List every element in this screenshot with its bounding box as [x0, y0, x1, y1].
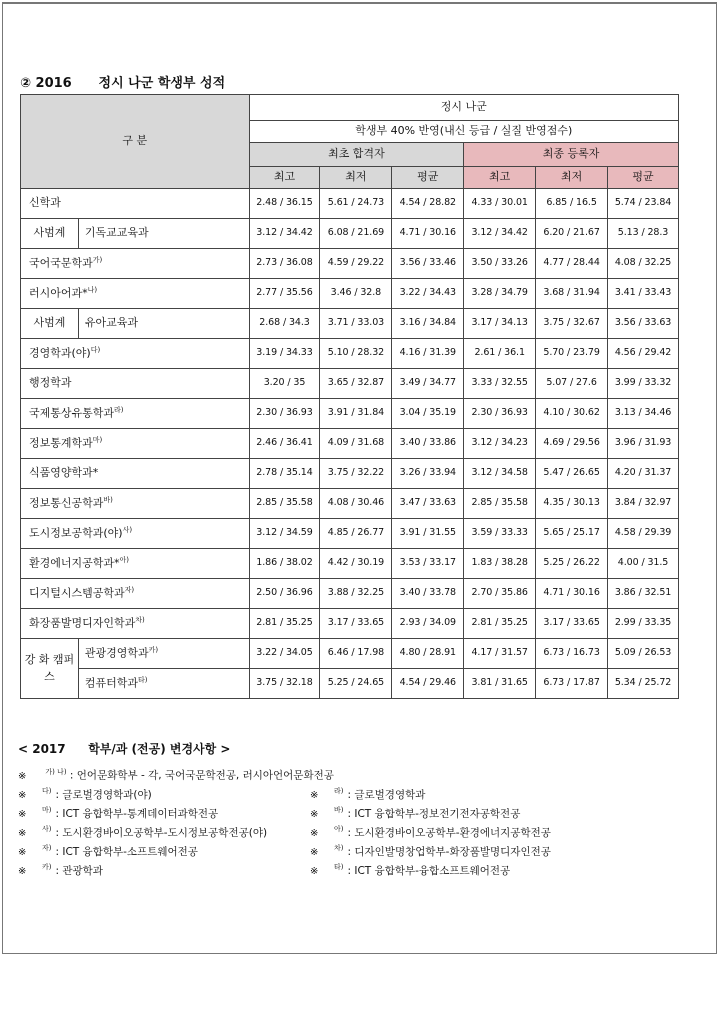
notes-grid [18, 782, 708, 877]
score-cell: 2.50 / 36.96 [249, 579, 320, 609]
note-text: : 글로벌경영학과 [347, 788, 426, 801]
note-text: : ICT 융합학부-정보전기전자공학전공 [347, 807, 521, 820]
score-cell: 3.91 / 31.55 [392, 519, 464, 549]
score-cell: 3.50 / 33.26 [464, 249, 536, 279]
score-cell: 4.08 / 30.46 [320, 489, 392, 519]
score-cell: 3.28 / 34.79 [464, 279, 536, 309]
score-cell: 4.59 / 29.22 [320, 249, 392, 279]
note-ref: 아) [334, 825, 344, 833]
note-ref: 마) [42, 806, 52, 814]
score-cell: 3.75 / 32.18 [249, 669, 320, 699]
score-cell: 1.83 / 38.28 [464, 549, 536, 579]
score-cell: 4.54 / 28.82 [392, 189, 464, 219]
dept-name: 화장품발명디자인학과$^{차)}$ [21, 609, 250, 639]
note-ref: 바) [334, 806, 344, 814]
score-cell: 4.16 / 31.39 [392, 339, 464, 369]
dept-name: 정보통신공학과$^{바)}$ [21, 489, 250, 519]
note-item [18, 801, 310, 820]
changes-section [18, 740, 708, 877]
score-basis-header: 학생부 40% 반영(내신 등급 / 실질 반영점수) [249, 121, 678, 143]
score-cell: 2.73 / 36.08 [249, 249, 320, 279]
score-cell: 5.25 / 24.65 [320, 669, 392, 699]
dept-name: 신학과 [21, 189, 250, 219]
col-first-max: 최고 [249, 167, 320, 189]
score-cell: 4.69 / 29.56 [536, 429, 608, 459]
note-mark: ※ [310, 789, 319, 801]
score-cell: 3.65 / 32.87 [320, 369, 392, 399]
score-cell: 3.86 / 32.51 [608, 579, 679, 609]
dept-name: 국제통상유통학과$^{라)}$ [21, 399, 250, 429]
score-cell: 4.71 / 30.16 [392, 219, 464, 249]
category-header: 구 분 [21, 95, 250, 189]
col-first-avg: 평균 [392, 167, 464, 189]
score-cell: 3.22 / 34.05 [249, 639, 320, 669]
note-mark: ※ [18, 865, 27, 877]
table-row [21, 189, 679, 219]
score-cell: 2.77 / 35.56 [249, 279, 320, 309]
note-mark: ※ [310, 808, 319, 820]
score-cell: 4.17 / 31.57 [464, 639, 536, 669]
score-cell: 3.75 / 32.22 [320, 459, 392, 489]
score-cell: 3.53 / 33.17 [392, 549, 464, 579]
score-cell: 2.81 / 35.25 [464, 609, 536, 639]
note-ref: 타) [334, 863, 344, 871]
score-cell: 5.10 / 28.32 [320, 339, 392, 369]
score-cell: 3.59 / 33.33 [464, 519, 536, 549]
score-cell: 3.17 / 33.65 [320, 609, 392, 639]
note-item [18, 858, 310, 877]
score-cell: 3.12 / 34.42 [249, 219, 320, 249]
table-row [21, 639, 679, 669]
dept-group: 사범계 [21, 219, 79, 249]
col-final-avg: 평균 [608, 167, 679, 189]
score-cell: 3.17 / 34.13 [464, 309, 536, 339]
score-cell: 3.40 / 33.86 [392, 429, 464, 459]
col-first-min: 최저 [320, 167, 392, 189]
campus-group: 강 화 캠퍼스 [21, 639, 79, 699]
table-row [21, 249, 679, 279]
note-item [310, 858, 690, 877]
score-cell: 3.46 / 32.8 [320, 279, 392, 309]
note-ref: 다) [42, 787, 52, 795]
score-cell: 4.00 / 31.5 [608, 549, 679, 579]
section-title: 정시 나군 학생부 성적 [98, 76, 226, 91]
score-cell: 2.85 / 35.58 [464, 489, 536, 519]
note-item [310, 782, 690, 801]
note-text: : 관광학과 [55, 864, 103, 877]
note-mark: ※ [18, 827, 27, 839]
col-final-min: 최저 [536, 167, 608, 189]
dept-name: 유아교육과 [78, 309, 249, 339]
table-row [21, 459, 679, 489]
dept-name: 행정학과 [21, 369, 250, 399]
section-number: ② 2016 [20, 76, 72, 91]
note-ref: 라) [334, 787, 344, 795]
table-row [21, 609, 679, 639]
table-row [21, 309, 679, 339]
grades-body [21, 189, 679, 699]
score-cell: 5.47 / 26.65 [536, 459, 608, 489]
score-cell: 2.81 / 35.25 [249, 609, 320, 639]
score-cell: 3.22 / 34.43 [392, 279, 464, 309]
dept-name: 관광경영학과$^{카)}$ [78, 639, 249, 669]
score-cell: 2.30 / 36.93 [249, 399, 320, 429]
score-cell: 3.56 / 33.63 [608, 309, 679, 339]
score-cell: 5.09 / 26.53 [608, 639, 679, 669]
note-text: : ICT 융합학부-통계데이터과학전공 [55, 807, 219, 820]
score-cell: 4.33 / 30.01 [464, 189, 536, 219]
score-cell: 3.17 / 33.65 [536, 609, 608, 639]
score-cell: 6.46 / 17.98 [320, 639, 392, 669]
note-item [18, 839, 310, 858]
section-heading [20, 72, 225, 91]
changes-year: < 2017 [18, 742, 66, 756]
note-ref: 사) [42, 825, 52, 833]
score-cell: 4.09 / 31.68 [320, 429, 392, 459]
score-cell: 2.61 / 36.1 [464, 339, 536, 369]
score-cell: 4.80 / 28.91 [392, 639, 464, 669]
score-cell: 2.85 / 35.58 [249, 489, 320, 519]
note-mark: ※ [18, 789, 27, 801]
note-item [310, 820, 690, 839]
score-cell: 5.70 / 23.79 [536, 339, 608, 369]
note-text: : 언어문화학부 - 각, 국어국문학전공, 러시아언어문화전공 [69, 769, 334, 782]
score-cell: 4.08 / 32.25 [608, 249, 679, 279]
score-cell: 3.40 / 33.78 [392, 579, 464, 609]
score-cell: 1.86 / 38.02 [249, 549, 320, 579]
score-cell: 5.13 / 28.3 [608, 219, 679, 249]
dept-name: 도시정보공학과(야)$^{사)}$ [21, 519, 250, 549]
score-cell: 3.88 / 32.25 [320, 579, 392, 609]
final-registrant-header: 최종 등록자 [464, 143, 679, 167]
score-cell: 2.30 / 36.93 [464, 399, 536, 429]
score-cell: 4.20 / 31.37 [608, 459, 679, 489]
note-mark: ※ [310, 846, 319, 858]
score-cell: 2.93 / 34.09 [392, 609, 464, 639]
grades-table [20, 94, 679, 699]
score-cell: 5.61 / 24.73 [320, 189, 392, 219]
score-cell: 6.85 / 16.5 [536, 189, 608, 219]
table-row [21, 399, 679, 429]
score-cell: 4.10 / 30.62 [536, 399, 608, 429]
note-text: : 도시환경바이오공학부-환경에너지공학전공 [347, 826, 551, 839]
note-mark: ※ [310, 827, 319, 839]
score-cell: 3.12 / 34.23 [464, 429, 536, 459]
table-row [21, 339, 679, 369]
score-cell: 3.96 / 31.93 [608, 429, 679, 459]
score-cell: 3.99 / 33.32 [608, 369, 679, 399]
score-cell: 2.70 / 35.86 [464, 579, 536, 609]
score-cell: 2.46 / 36.41 [249, 429, 320, 459]
note-text: : 글로벌경영학과(야) [55, 788, 152, 801]
score-cell: 3.84 / 32.97 [608, 489, 679, 519]
dept-name: 국어국문학과$^{가)}$ [21, 249, 250, 279]
score-cell: 5.74 / 23.84 [608, 189, 679, 219]
score-cell: 3.13 / 34.46 [608, 399, 679, 429]
score-cell: 3.41 / 33.43 [608, 279, 679, 309]
score-cell: 6.73 / 17.87 [536, 669, 608, 699]
dept-name: 러시아어과*$^{나)}$ [21, 279, 250, 309]
score-cell: 3.04 / 35.19 [392, 399, 464, 429]
score-cell: 5.34 / 25.72 [608, 669, 679, 699]
score-cell: 2.48 / 36.15 [249, 189, 320, 219]
score-cell: 2.99 / 33.35 [608, 609, 679, 639]
note-mark: ※ [310, 865, 319, 877]
note-text: : ICT 융합학부-소프트웨어전공 [55, 845, 198, 858]
dept-name: 환경에너지공학과*$^{아)}$ [21, 549, 250, 579]
score-cell: 4.77 / 28.44 [536, 249, 608, 279]
score-cell: 6.20 / 21.67 [536, 219, 608, 249]
score-cell: 3.26 / 33.94 [392, 459, 464, 489]
score-cell: 4.42 / 30.19 [320, 549, 392, 579]
score-cell: 3.81 / 31.65 [464, 669, 536, 699]
note-ref: 가) 나) [45, 768, 67, 776]
note-mark: ※ [18, 808, 27, 820]
score-cell: 4.35 / 30.13 [536, 489, 608, 519]
score-cell: 4.58 / 29.39 [608, 519, 679, 549]
note-text: : 도시환경바이오공학부-도시정보공학전공(야) [55, 826, 268, 839]
col-final-max: 최고 [464, 167, 536, 189]
note-mark: ※ [18, 846, 27, 858]
score-cell: 6.73 / 16.73 [536, 639, 608, 669]
dept-group: 사범계 [21, 309, 79, 339]
score-cell: 3.12 / 34.58 [464, 459, 536, 489]
note-item [18, 763, 708, 782]
score-cell: 4.54 / 29.46 [392, 669, 464, 699]
group-header: 정시 나군 [249, 95, 678, 121]
score-cell: 3.12 / 34.59 [249, 519, 320, 549]
dept-name: 식품영양학과* [21, 459, 250, 489]
note-ref: 카) [42, 863, 52, 871]
note-ref: 자) [42, 844, 52, 852]
table-row [21, 579, 679, 609]
note-mark: ※ [18, 770, 27, 782]
dept-name: 기독교교육과 [78, 219, 249, 249]
score-cell: 3.75 / 32.67 [536, 309, 608, 339]
changes-title [18, 740, 708, 757]
score-cell: 3.33 / 32.55 [464, 369, 536, 399]
table-row [21, 549, 679, 579]
score-cell: 3.12 / 34.42 [464, 219, 536, 249]
score-cell: 3.47 / 33.63 [392, 489, 464, 519]
score-cell: 4.85 / 26.77 [320, 519, 392, 549]
score-cell: 3.20 / 35 [249, 369, 320, 399]
score-cell: 4.56 / 29.42 [608, 339, 679, 369]
changes-heading: 학부/과 (전공) 변경사항 > [88, 742, 231, 756]
score-cell: 3.16 / 34.84 [392, 309, 464, 339]
score-cell: 5.25 / 26.22 [536, 549, 608, 579]
score-cell: 2.78 / 35.14 [249, 459, 320, 489]
score-cell: 6.08 / 21.69 [320, 219, 392, 249]
score-cell: 3.56 / 33.46 [392, 249, 464, 279]
note-ref: 차) [334, 844, 344, 852]
score-cell: 3.19 / 34.33 [249, 339, 320, 369]
table-row [21, 219, 679, 249]
first-pass-header: 최초 합격자 [249, 143, 464, 167]
score-cell: 3.68 / 31.94 [536, 279, 608, 309]
score-cell: 3.91 / 31.84 [320, 399, 392, 429]
dept-name: 디지털시스템공학과$^{자)}$ [21, 579, 250, 609]
note-text: : 디자인발명창업학부-화장품발명디자인전공 [347, 845, 551, 858]
note-text: : ICT 융합학부-융합소프트웨어전공 [347, 864, 511, 877]
score-cell: 5.65 / 25.17 [536, 519, 608, 549]
table-row [21, 369, 679, 399]
table-row [21, 489, 679, 519]
dept-name: 컴퓨터학과$^{타)}$ [78, 669, 249, 699]
dept-name: 정보통계학과$^{마)}$ [21, 429, 250, 459]
note-item [18, 782, 310, 801]
note-item [18, 820, 310, 839]
note-item [310, 839, 690, 858]
score-cell: 3.71 / 33.03 [320, 309, 392, 339]
score-cell: 2.68 / 34.3 [249, 309, 320, 339]
note-item [310, 801, 690, 820]
table-row [21, 279, 679, 309]
table-row [21, 429, 679, 459]
dept-name: 경영학과(야)$^{다)}$ [21, 339, 250, 369]
table-row [21, 519, 679, 549]
score-cell: 4.71 / 30.16 [536, 579, 608, 609]
score-cell: 5.07 / 27.6 [536, 369, 608, 399]
table-row [21, 669, 679, 699]
score-cell: 3.49 / 34.77 [392, 369, 464, 399]
